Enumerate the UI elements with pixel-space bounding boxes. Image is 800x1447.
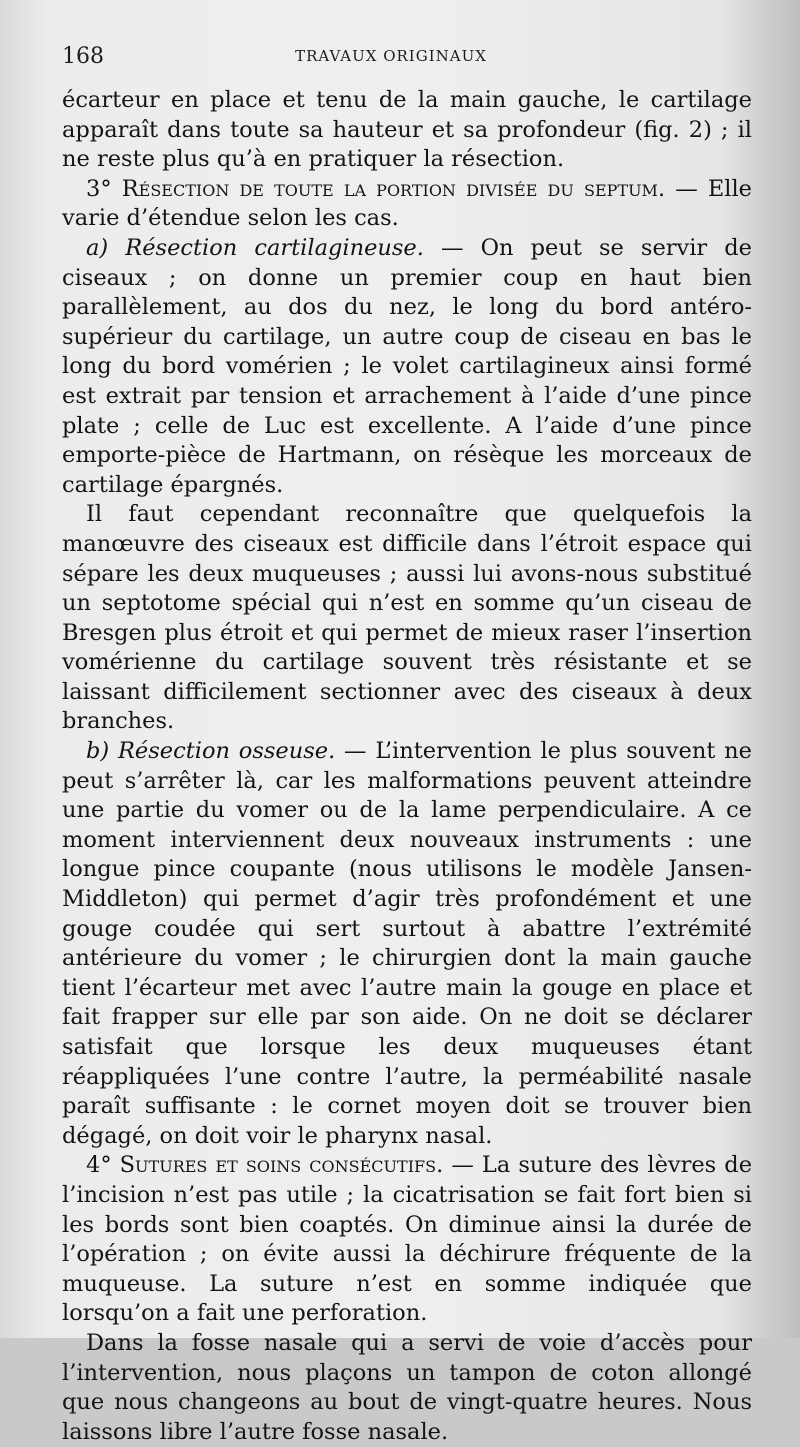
subsection-heading: b) Résection osseuse. [86,738,336,765]
subsection-paragraph: b) Résection osseuse. — L’intervention le plus souvent ne peut s’arrêter là, car les malformations peuvent atteindre une partie du vomer ou de la lame perpendiculaire. A ce moment interviennent deux nouveaux instruments : une longue pince coupante (nous utilisons le modèle Jansen-Middleton) qui permet d’agir très profondément et une gouge coudée qui sert surtout à abattre l’extrémité antérieure du vomer ; le chirurgien dont la main gauche tient l’écarteur met avec l’autre main la gouge en place et fait frapper sur elle par son aide. On ne doit se déclarer satisfait que lorsque les deux muqueuses étant réappliquées l’une contre l’autre, la perméabilité nasale paraît suffisante : le cornet moyen doit se trouver bien dégagé, on doit voir le pharynx nasal. [62,738,752,1149]
subsection-paragraph: a) Résection cartilagineuse. — On peut se servir de ciseaux ; on donne un premier coup en haut bien parallèlement, au dos du nez, le long du bord antéro-supérieur du cartilage, un autre coup de ciseau en bas le long du bord vomérien ; le volet cartilagineux ainsi formé est extrait par tension et arrachement à l’aide d’une pince plate ; celle de Luc est excellente. A l’aide d’une pince emporte-pièce de Hartmann, on résèque les morceaux de cartilage épargnés. [62,234,752,498]
paragraph: écarteur en place et tenu de la main gauche, le cartilage apparaît dans toute sa hauteur et sa profondeur (fig. 2) ; il ne reste plus qu’à en pratiquer la résection. [62,87,752,173]
page-number: 168 [62,44,104,69]
paragraph: Il faut cependant reconnaître que quelquefois la manœuvre des ciseaux est difficile dans l’étroit espace qui sépare les deux muqueuses ; aussi lui avons-nous substitué un septotome spécial qui n’est en somme qu’un ciseau de Bresgen plus étroit et qui permet de mieux raser l’insertion vomérienne du cartilage souvent très résistante et se laissant difficilement sectionner avec des ciseaux à deux branches. [62,501,752,735]
page-body [62,86,752,1447]
paragraph: Dans la fosse nasale qui a servi de voie d’accès pour l’intervention, nous plaçons un tampon de coton allongé que nous changeons au bout de vingt-quatre heures. Nous laissons libre l’autre fosse nasale. [62,1329,752,1445]
section-heading: 4° Sutures et soins consécutifs. [86,1152,444,1179]
section-heading: 3° Résection de toute la portion divisée du septum. [86,175,666,202]
running-header [62,44,720,72]
running-title: TRAVAUX ORIGINAUX [295,47,487,65]
subsection-heading: a) Résection cartilagineuse. [86,234,424,261]
section-paragraph: 4° Sutures et soins consécutifs. — La suture des lèvres de l’incision n’est pas utile ; la cicatrisation se fait fort bien si les bords sont bien coaptés. On diminue ainsi la durée de l’opération ; on évite aussi la déchirure fréquente de la muqueuse. La suture n’est en somme indiquée que lorsqu’on a fait une perforation. [62,1152,753,1327]
section-paragraph: 3° Résection de toute la portion divisée du septum. — Elle varie d’étendue selon les cas. [62,175,752,232]
